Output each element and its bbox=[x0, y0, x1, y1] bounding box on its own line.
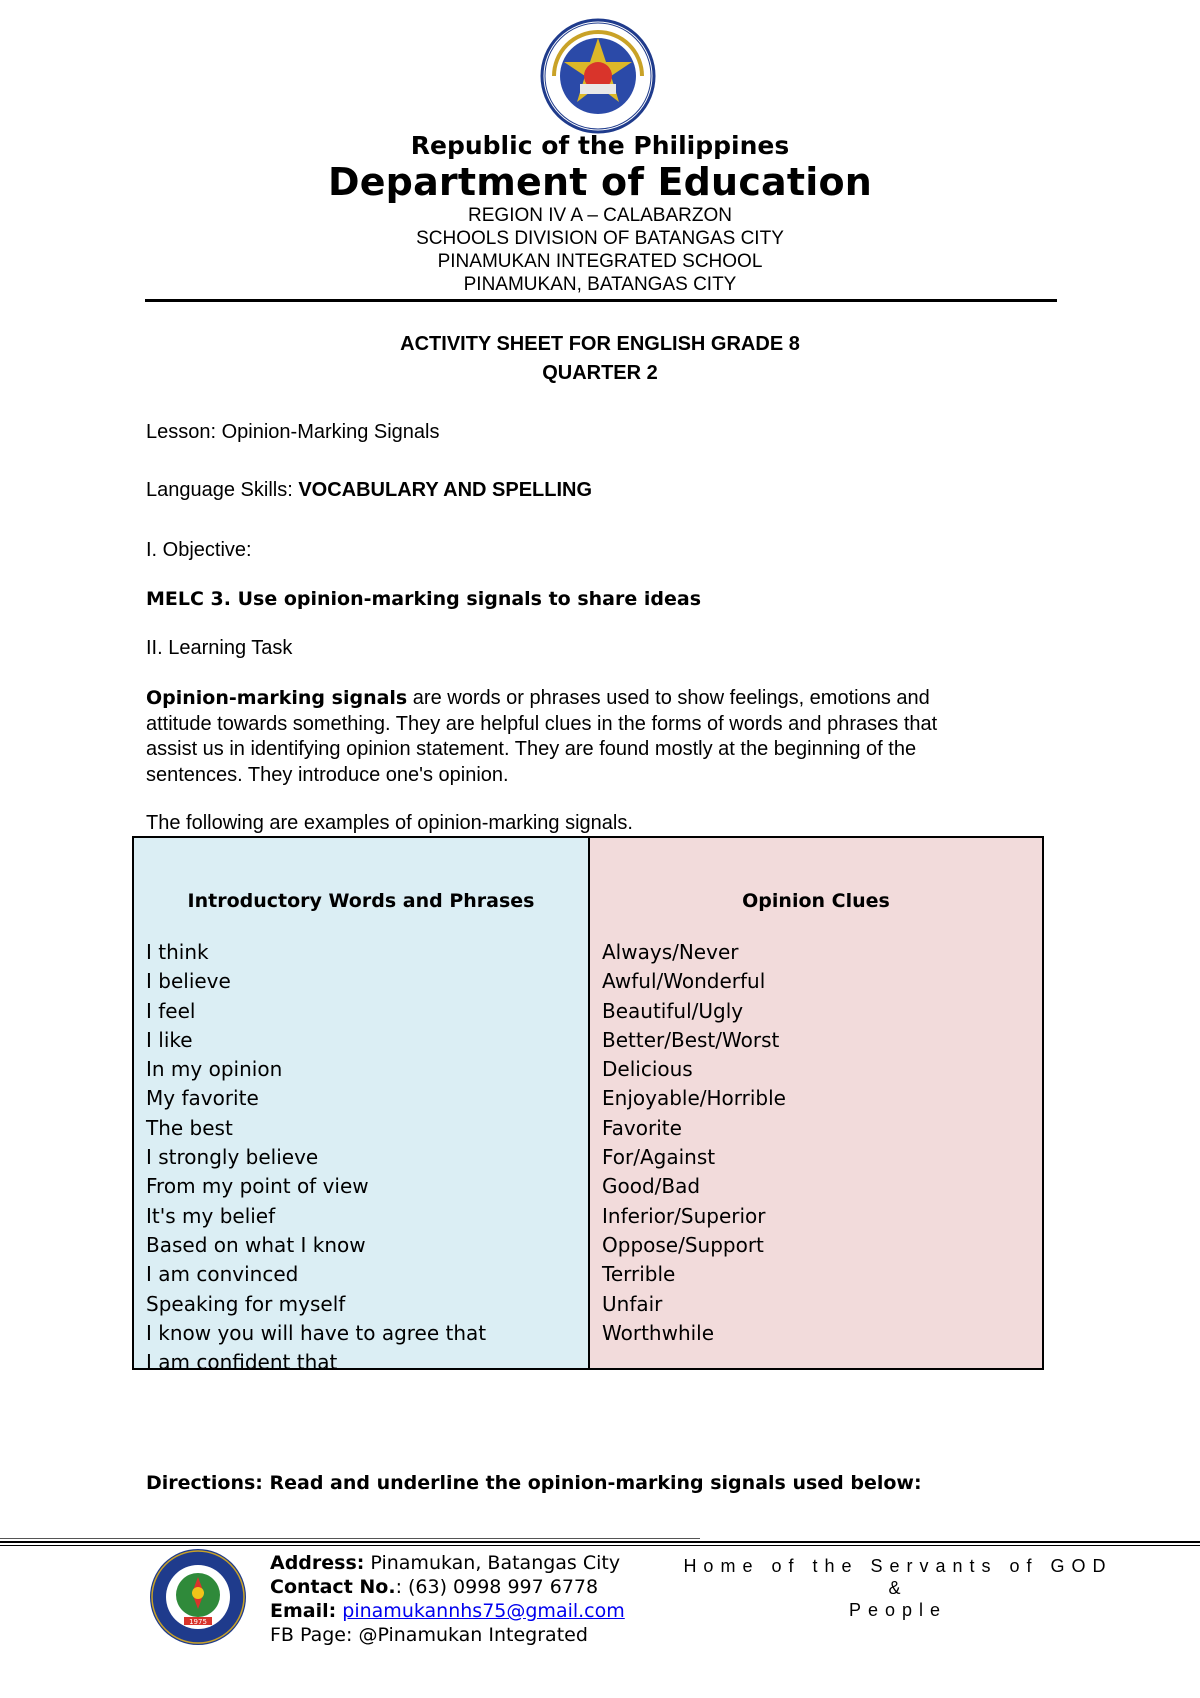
opinion-clue: Good/Bad bbox=[602, 1174, 701, 1199]
skills-label: Language Skills: bbox=[146, 479, 299, 501]
footer-thin-rule bbox=[0, 1538, 700, 1539]
opinion-clue: Delicious bbox=[602, 1057, 693, 1082]
location-line: PINAMUKAN, BATANGAS CITY bbox=[463, 274, 737, 295]
contact-value: : (63) 0998 997 6778 bbox=[395, 1576, 599, 1598]
opinion-clue: Better/Best/Worst bbox=[602, 1027, 780, 1052]
motto-line-1: Home of the Servants of GOD & bbox=[683, 1556, 1113, 1598]
lesson-line bbox=[146, 421, 440, 444]
skills-line bbox=[146, 479, 592, 502]
introductory-phrase: I know you will have to agree that bbox=[146, 1320, 487, 1345]
opinion-clues-column-heading: Opinion Clues bbox=[742, 890, 890, 912]
melc-objective: MELC 3. Use opinion-marking signals to share ideas bbox=[146, 588, 702, 610]
introductory-phrase: In my opinion bbox=[146, 1057, 283, 1082]
introductory-column bbox=[134, 838, 590, 1375]
deped-seal-logo bbox=[540, 18, 656, 134]
opinion-clue: Unfair bbox=[602, 1291, 663, 1316]
introductory-phrase: I like bbox=[146, 1027, 193, 1052]
introductory-phrase: Based on what I know bbox=[146, 1232, 366, 1257]
learning-task-heading: II. Learning Task bbox=[146, 637, 293, 659]
introductory-phrase: I feel bbox=[146, 998, 196, 1023]
school-seal-logo bbox=[148, 1547, 248, 1647]
introductory-phrase: It's my belief bbox=[146, 1203, 276, 1228]
lesson-label: Lesson: bbox=[146, 421, 222, 443]
definition-line-3: assist us in identifying opinion statement. They are found mostly at the beginning of the bbox=[146, 738, 917, 760]
motto-line-2: People bbox=[848, 1600, 948, 1620]
definition-line-4: sentences. They introduce one's opinion. bbox=[146, 763, 509, 786]
definition-paragraph bbox=[146, 686, 1046, 788]
definition-line-2: attitude towards something. They are helpful clues in the forms of words and phrases that bbox=[146, 712, 938, 735]
opinion-clues-list bbox=[602, 938, 786, 1348]
introductory-phrase: Speaking for myself bbox=[146, 1291, 346, 1316]
definition-line-1: are words or phrases used to show feelings, emotions and bbox=[407, 687, 930, 709]
opinion-clue: Beautiful/Ugly bbox=[602, 998, 744, 1023]
opinion-clue: Worthwhile bbox=[602, 1320, 715, 1345]
address-label: Address: bbox=[270, 1552, 365, 1574]
introductory-phrase: I strongly believe bbox=[146, 1145, 319, 1170]
introductory-phrase: My favorite bbox=[146, 1086, 259, 1111]
quarter-title: QUARTER 2 bbox=[542, 362, 658, 384]
introductory-phrase: I think bbox=[146, 940, 209, 964]
directions-text: Directions: Read and underline the opinion-marking signals used below: bbox=[146, 1472, 922, 1494]
school-motto bbox=[668, 1555, 1128, 1621]
footer-contact bbox=[270, 1575, 598, 1599]
definition-term: Opinion-marking signals bbox=[146, 687, 408, 709]
introductory-phrase: I am confident that bbox=[146, 1350, 338, 1375]
opinion-signals-table bbox=[132, 836, 1044, 1375]
email-link[interactable]: pinamukannhs75@gmail.com bbox=[342, 1600, 625, 1622]
republic-heading: Republic of the Philippines bbox=[410, 131, 790, 160]
examples-intro: The following are examples of opinion-marking signals. bbox=[146, 812, 633, 834]
opinion-clue: For/Against bbox=[602, 1145, 716, 1170]
division-line: SCHOOLS DIVISION OF BATANGAS CITY bbox=[416, 228, 784, 249]
department-heading: Department of Education bbox=[327, 160, 873, 204]
opinion-clue: Enjoyable/Horrible bbox=[602, 1086, 786, 1111]
opinion-clue: Oppose/Support bbox=[602, 1232, 764, 1257]
footer-divider-secondary bbox=[0, 1545, 1200, 1546]
introductory-phrase: The best bbox=[146, 1115, 233, 1140]
address-value: Pinamukan, Batangas City bbox=[364, 1552, 621, 1574]
opinion-clue: Awful/Wonderful bbox=[602, 969, 766, 994]
footer-email bbox=[270, 1599, 625, 1623]
header-divider bbox=[145, 299, 1057, 302]
school-line: PINAMUKAN INTEGRATED SCHOOL bbox=[437, 251, 763, 272]
objective-heading: I. Objective: bbox=[146, 539, 252, 561]
region-line: REGION IV A – CALABARZON bbox=[468, 205, 732, 226]
skills-value: VOCABULARY AND SPELLING bbox=[298, 479, 593, 501]
opinion-clue: Favorite bbox=[602, 1115, 682, 1140]
opinion-clue: Terrible bbox=[602, 1262, 676, 1287]
contact-label: Contact No. bbox=[270, 1576, 396, 1598]
sheet-title: ACTIVITY SHEET FOR ENGLISH GRADE 8 bbox=[400, 333, 800, 355]
footer-divider bbox=[0, 1541, 1200, 1543]
opinion-clues-column bbox=[590, 838, 1042, 1368]
seal-year: 1975 bbox=[189, 1618, 207, 1626]
email-label: Email: bbox=[270, 1600, 337, 1622]
footer-fb-page: FB Page: @Pinamukan Integrated bbox=[270, 1624, 588, 1646]
introductory-phrase: I am convinced bbox=[146, 1262, 299, 1287]
lesson-value: Opinion-Marking Signals bbox=[221, 421, 440, 443]
footer-address bbox=[270, 1551, 620, 1575]
introductory-phrase: From my point of view bbox=[146, 1174, 369, 1199]
introductory-phrase: I believe bbox=[146, 969, 231, 994]
introductory-list bbox=[146, 938, 486, 1377]
opinion-clue: Always/Never bbox=[602, 940, 739, 964]
introductory-column-heading: Introductory Words and Phrases bbox=[187, 890, 535, 912]
opinion-clue: Inferior/Superior bbox=[602, 1203, 766, 1228]
